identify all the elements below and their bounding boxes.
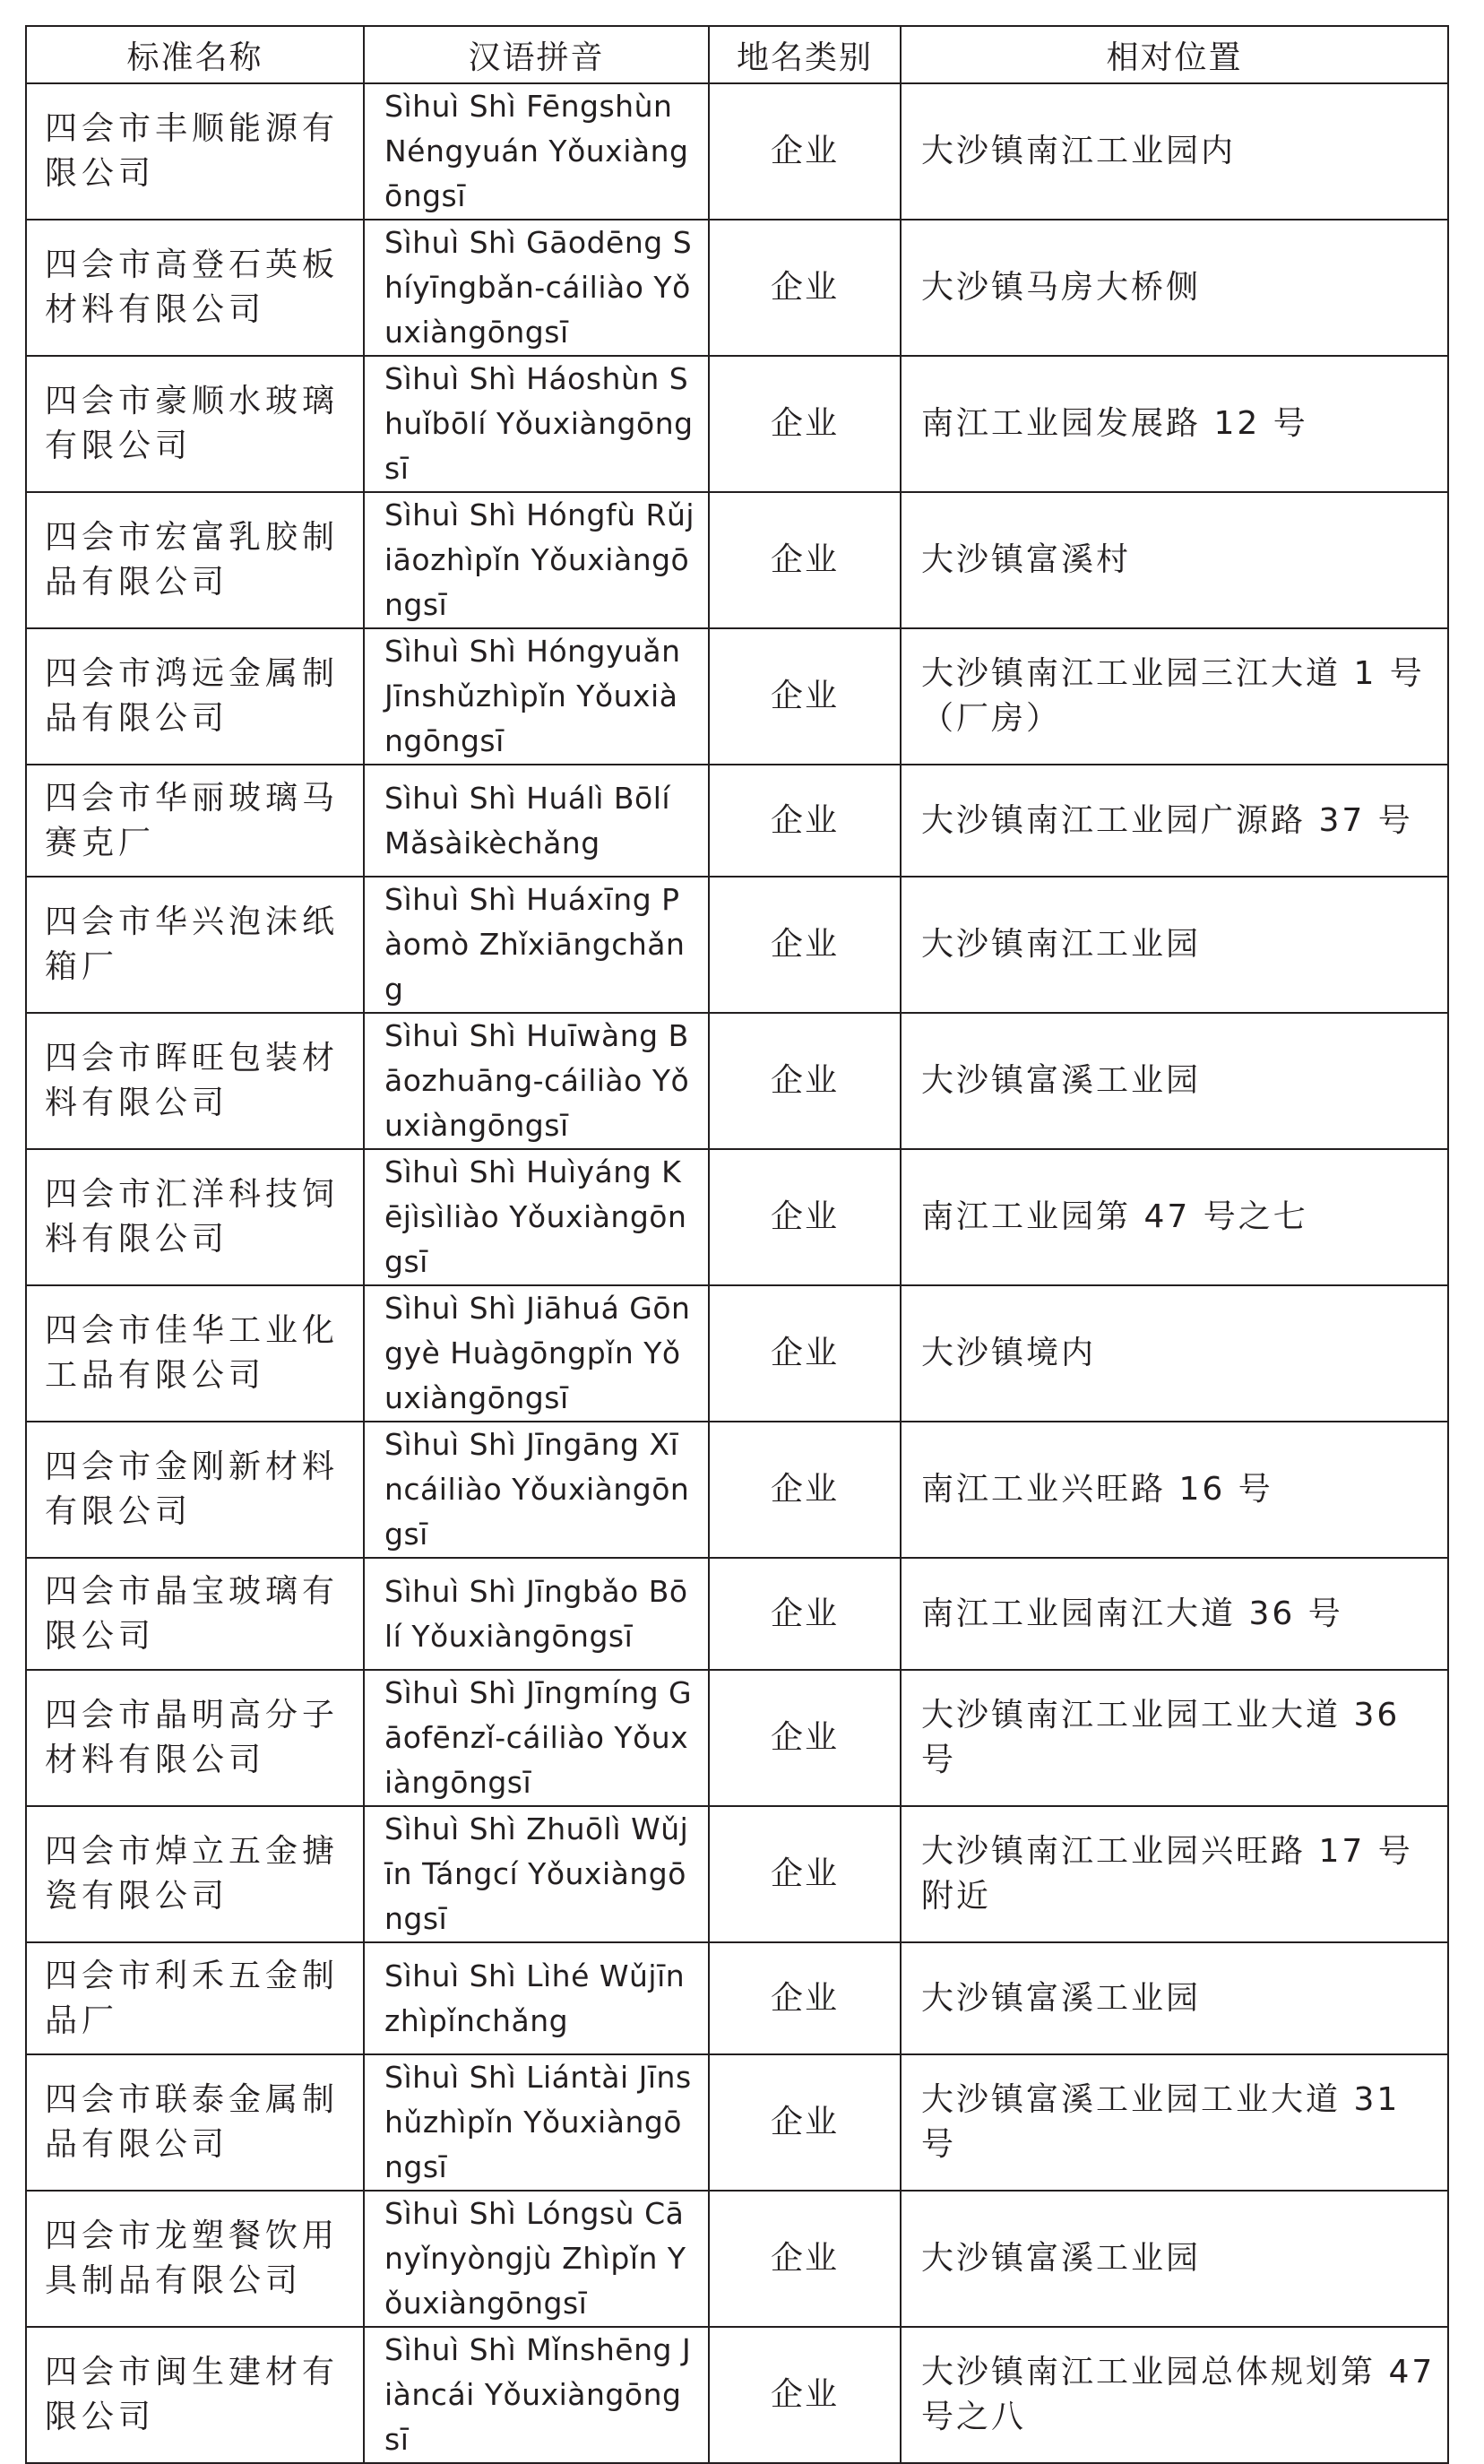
cell-pinyin: Sìhuì Shì Huáxīng Pàomò Zhǐxiāngchǎng: [364, 877, 709, 1013]
table-row: [26, 83, 1448, 220]
place-name-table-page: [25, 25, 1447, 2464]
table-row: [26, 1942, 1448, 2054]
cell-standard-name: 四会市晶宝玻璃有限公司: [26, 1558, 364, 1670]
cell-pinyin: Sìhuì Shì Jīngmíng Gāofēnzǐ-cáiliào Yǒuxiàngōngsī: [364, 1670, 709, 1806]
cell-relative-position: 大沙镇富溪工业园: [901, 1013, 1448, 1149]
cell-standard-name: 四会市金刚新材料有限公司: [26, 1422, 364, 1558]
table-row: [26, 2054, 1448, 2191]
cell-pinyin: Sìhuì Shì Jiāhuá Gōngyè Huàgōngpǐn Yǒuxiàngōngsī: [364, 1285, 709, 1422]
table-row: [26, 1806, 1448, 1942]
cell-pinyin: Sìhuì Shì Fēngshùn Néngyuán Yǒuxiàngōngsī: [364, 83, 709, 220]
cell-standard-name: 四会市龙塑餐饮用具制品有限公司: [26, 2191, 364, 2327]
table-row: [26, 2327, 1448, 2463]
cell-place-type: 企业: [709, 2327, 901, 2463]
cell-place-type: 企业: [709, 2191, 901, 2327]
table-row: [26, 492, 1448, 628]
cell-pinyin: Sìhuì Shì Lìhé Wǔjīnzhìpǐnchǎng: [364, 1942, 709, 2054]
cell-relative-position: 南江工业园发展路 12 号: [901, 356, 1448, 492]
table-body: [26, 83, 1448, 2463]
cell-place-type: 企业: [709, 1422, 901, 1558]
cell-standard-name: 四会市晶明高分子材料有限公司: [26, 1670, 364, 1806]
cell-pinyin: Sìhuì Shì Liántài Jīnshǔzhìpǐn Yǒuxiàngōngsī: [364, 2054, 709, 2191]
cell-place-type: 企业: [709, 1558, 901, 1670]
cell-place-type: 企业: [709, 1806, 901, 1942]
cell-relative-position: 大沙镇南江工业园总体规划第 47 号之八: [901, 2327, 1448, 2463]
cell-standard-name: 四会市焯立五金搪瓷有限公司: [26, 1806, 364, 1942]
header-pinyin: 汉语拼音: [364, 26, 709, 83]
header-relative-position: 相对位置: [901, 26, 1448, 83]
cell-standard-name: 四会市丰顺能源有限公司: [26, 83, 364, 220]
cell-place-type: 企业: [709, 2054, 901, 2191]
table-row: [26, 628, 1448, 765]
cell-relative-position: 大沙镇南江工业园兴旺路 17 号附近: [901, 1806, 1448, 1942]
cell-place-type: 企业: [709, 220, 901, 356]
cell-relative-position: 大沙镇马房大桥侧: [901, 220, 1448, 356]
cell-relative-position: 大沙镇南江工业园三江大道 1 号（厂房）: [901, 628, 1448, 765]
cell-relative-position: 大沙镇南江工业园内: [901, 83, 1448, 220]
cell-place-type: 企业: [709, 1013, 901, 1149]
cell-relative-position: 南江工业园第 47 号之七: [901, 1149, 1448, 1285]
cell-standard-name: 四会市汇洋科技饲料有限公司: [26, 1149, 364, 1285]
table-header-row: [26, 26, 1448, 83]
cell-pinyin: Sìhuì Shì Jīngbǎo Bōlí Yǒuxiàngōngsī: [364, 1558, 709, 1670]
table-row: [26, 356, 1448, 492]
cell-place-type: 企业: [709, 1285, 901, 1422]
cell-relative-position: 大沙镇境内: [901, 1285, 1448, 1422]
cell-standard-name: 四会市豪顺水玻璃有限公司: [26, 356, 364, 492]
cell-relative-position: 南江工业园南江大道 36 号: [901, 1558, 1448, 1670]
cell-standard-name: 四会市宏富乳胶制品有限公司: [26, 492, 364, 628]
cell-place-type: 企业: [709, 877, 901, 1013]
cell-pinyin: Sìhuì Shì Huálì Bōlí Mǎsàikèchǎng: [364, 765, 709, 877]
cell-relative-position: 大沙镇南江工业园工业大道 36 号: [901, 1670, 1448, 1806]
cell-pinyin: Sìhuì Shì Mǐnshēng Jiàncái Yǒuxiàngōngsī: [364, 2327, 709, 2463]
table-row: [26, 1422, 1448, 1558]
cell-standard-name: 四会市鸿远金属制品有限公司: [26, 628, 364, 765]
cell-standard-name: 四会市高登石英板材料有限公司: [26, 220, 364, 356]
cell-relative-position: 大沙镇富溪工业园: [901, 1942, 1448, 2054]
cell-standard-name: 四会市联泰金属制品有限公司: [26, 2054, 364, 2191]
cell-pinyin: Sìhuì Shì Huīwàng Bāozhuāng-cáiliào Yǒuxiàngōngsī: [364, 1013, 709, 1149]
cell-place-type: 企业: [709, 628, 901, 765]
cell-place-type: 企业: [709, 356, 901, 492]
cell-pinyin: Sìhuì Shì Zhuōlì Wǔjīn Tángcí Yǒuxiàngōngsī: [364, 1806, 709, 1942]
table-row: [26, 1670, 1448, 1806]
cell-pinyin: Sìhuì Shì Hóngyuǎn Jīnshǔzhìpǐn Yǒuxiàngōngsī: [364, 628, 709, 765]
cell-relative-position: 大沙镇南江工业园: [901, 877, 1448, 1013]
table-row: [26, 220, 1448, 356]
table-row: [26, 877, 1448, 1013]
table-row: [26, 765, 1448, 877]
cell-place-type: 企业: [709, 492, 901, 628]
cell-place-type: 企业: [709, 83, 901, 220]
cell-standard-name: 四会市佳华工业化工品有限公司: [26, 1285, 364, 1422]
cell-standard-name: 四会市利禾五金制品厂: [26, 1942, 364, 2054]
cell-pinyin: Sìhuì Shì Huìyáng Kējìsìliào Yǒuxiàngōngsī: [364, 1149, 709, 1285]
cell-place-type: 企业: [709, 1670, 901, 1806]
cell-standard-name: 四会市闽生建材有限公司: [26, 2327, 364, 2463]
cell-relative-position: 大沙镇富溪村: [901, 492, 1448, 628]
table-row: [26, 1149, 1448, 1285]
cell-relative-position: 南江工业兴旺路 16 号: [901, 1422, 1448, 1558]
cell-pinyin: Sìhuì Shì Hóngfù Rǔjiāozhìpǐn Yǒuxiàngōngsī: [364, 492, 709, 628]
cell-relative-position: 大沙镇南江工业园广源路 37 号: [901, 765, 1448, 877]
cell-relative-position: 大沙镇富溪工业园: [901, 2191, 1448, 2327]
header-place-type: 地名类别: [709, 26, 901, 83]
cell-relative-position: 大沙镇富溪工业园工业大道 31 号: [901, 2054, 1448, 2191]
cell-pinyin: Sìhuì Shì Háoshùn Shuǐbōlí Yǒuxiàngōngsī: [364, 356, 709, 492]
cell-standard-name: 四会市华兴泡沫纸箱厂: [26, 877, 364, 1013]
cell-pinyin: Sìhuì Shì Jīngāng Xīncáiliào Yǒuxiàngōngsī: [364, 1422, 709, 1558]
cell-place-type: 企业: [709, 1149, 901, 1285]
cell-place-type: 企业: [709, 1942, 901, 2054]
cell-standard-name: 四会市晖旺包装材料有限公司: [26, 1013, 364, 1149]
table-row: [26, 1285, 1448, 1422]
cell-pinyin: Sìhuì Shì Gāodēng Shíyīngbǎn-cáiliào Yǒuxiàngōngsī: [364, 220, 709, 356]
table-row: [26, 1013, 1448, 1149]
place-name-table: [25, 25, 1449, 2464]
header-standard-name: 标准名称: [26, 26, 364, 83]
table-row: [26, 2191, 1448, 2327]
cell-place-type: 企业: [709, 765, 901, 877]
cell-standard-name: 四会市华丽玻璃马赛克厂: [26, 765, 364, 877]
table-row: [26, 1558, 1448, 1670]
cell-pinyin: Sìhuì Shì Lóngsù Cānyǐnyòngjù Zhìpǐn Yǒuxiàngōngsī: [364, 2191, 709, 2327]
